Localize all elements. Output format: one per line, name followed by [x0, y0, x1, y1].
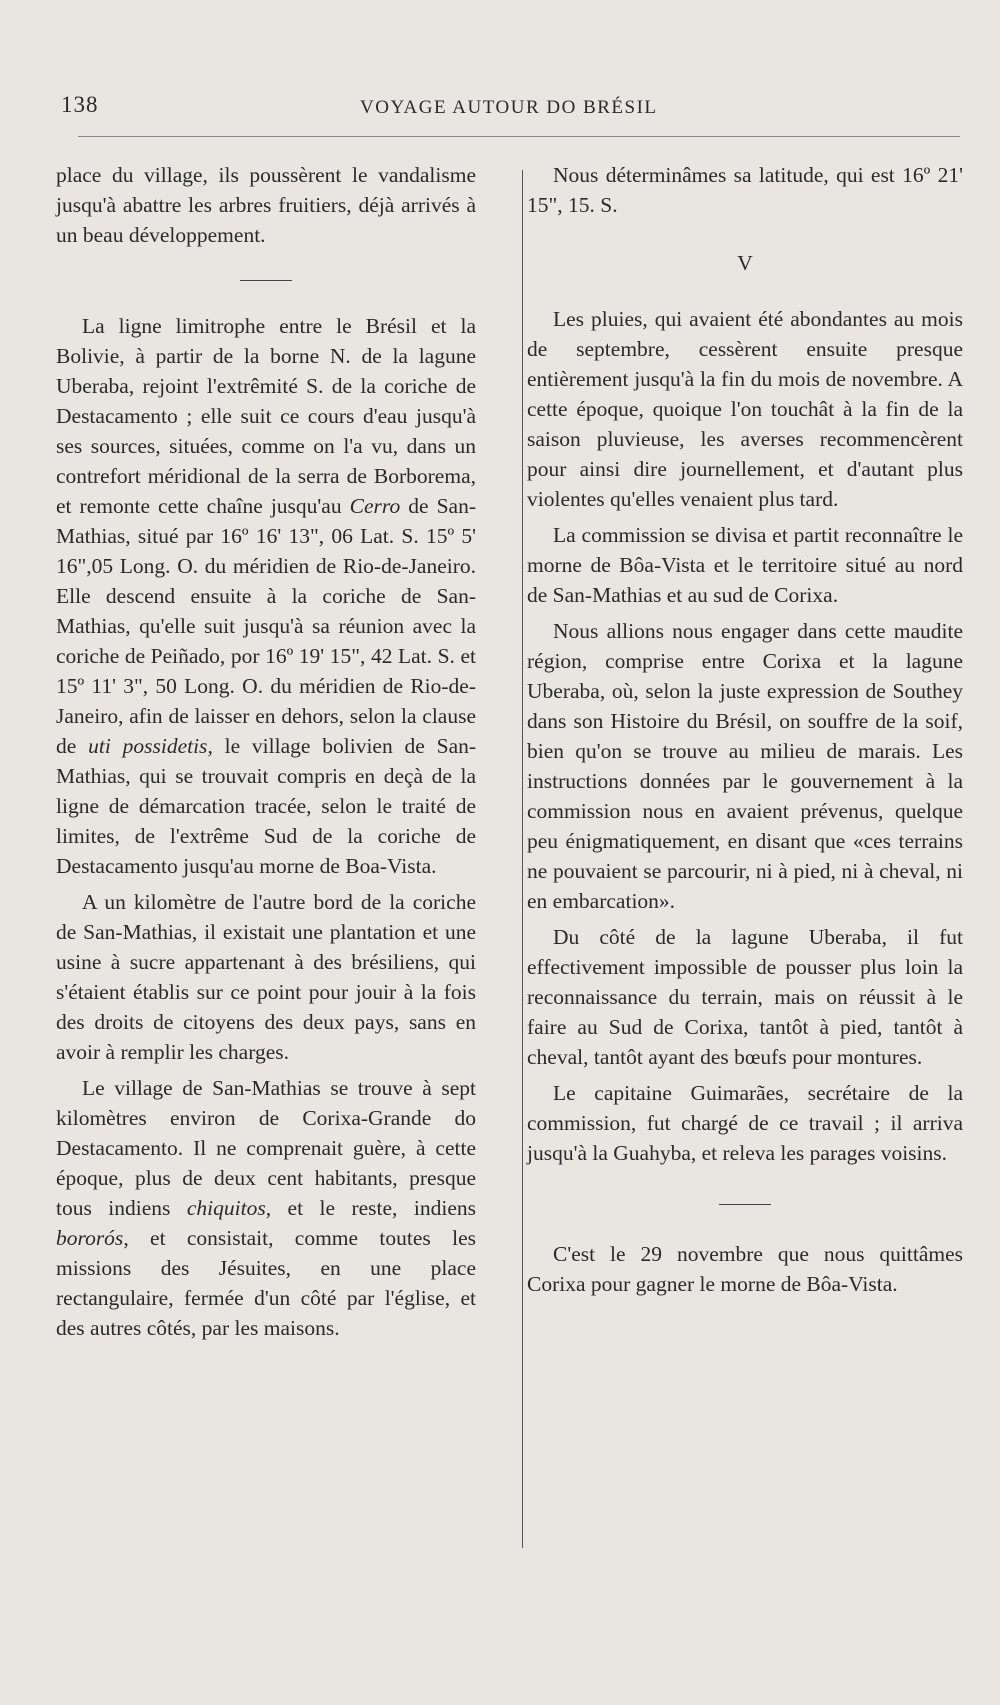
paragraph: Nous déterminâmes sa latitude, qui est 16º 21' 15", 15. S.: [527, 163, 963, 217]
paragraph: place du village, ils poussèrent le vandalisme jusqu'à abattre les arbres fruitiers, déjà arrivés à un beau développement.: [56, 163, 476, 247]
paragraph: Du côté de la lagune Uberaba, il fut effectivement impossible de pousser plus loin la reconnaissance du terrain, mais on réussit à le faire au Sud de Corixa, tantôt à pied, tantôt à cheval, tantôt ayant des bœufs pour montures.: [527, 925, 963, 1069]
left-column: [56, 160, 476, 1343]
column-divider: [522, 170, 523, 1548]
text-run: , le village bolivien de San-Mathias, qui se trouvait compris en deçà de la ligne de démarcation tracée, selon le traité de limites, de l'extrême Sud de la coriche de Destacamento jusqu'au morne de Boa-Vista.: [56, 734, 477, 878]
text-run: de San-Mathias, situé par 16º 16' 13", 06 Lat. S. 15º 5' 16",05 Long. O. du méridien de Rio-de-Janeiro. Elle descend ensuite à la coriche de San-Mathias, qu'elle suit jusqu'à sa réunion avec la coriche de Peiñado, por 16º 19' 15", 42 Lat. S. et 15º 11' 3", 50 Long. O. du méridien de Rio-de-Janeiro, afin de laisser en dehors, selon la clause de: [56, 494, 476, 758]
text-run: , et le reste, indiens: [265, 1196, 476, 1220]
paragraph: Le capitaine Guimarães, secrétaire de la commission, fut chargé de ce travail ; il arriva jusqu'à la Guahyba, et releva les parages voisins.: [527, 1081, 963, 1165]
text-run: Le village de San-Mathias se trouve à sept kilomètres environ de Corixa-Grande do Destacamento. Il ne comprenait guère, à cette époque, plus de deux cent habitants, presque tous indiens: [56, 1076, 476, 1220]
section-rule: [240, 280, 292, 281]
section-heading: V: [737, 251, 753, 275]
italic-text: chiquitos: [186, 1196, 266, 1220]
paragraph: [56, 311, 476, 881]
paragraph: La commission se divisa et partit reconnaître le morne de Bôa-Vista et le territoire situé au nord de San-Mathias et au sud de Corixa.: [527, 523, 963, 607]
right-column: [527, 160, 963, 1299]
paragraph: [56, 1073, 476, 1343]
italic-text: Cerro: [349, 494, 401, 518]
paragraph: A un kilomètre de l'autre bord de la coriche de San-Mathias, il existait une plantation et une usine à sucre appartenant à des brésiliens, qui s'étaient établis sur ce point pour jouir à la fois des droits de citoyens des deux pays, sans en avoir à remplir les charges.: [56, 890, 476, 1064]
paragraph: Nous allions nous engager dans cette maudite région, comprise entre Corixa et la lagune Uberaba, où, selon la juste expression de Southey dans son Histoire du Brésil, on souffre de la soif, bien qu'on se trouve au milieu de marais. Les instructions données par le gouvernement à la commission nous en avaient prévenus, quelque peu énigmatiquement, en disant que «ces terrains ne pouvaient se parcourir, ni à pied, ni à cheval, ni en embarcation».: [527, 619, 963, 913]
header-rule: [78, 136, 960, 137]
paragraph: Les pluies, qui avaient été abondantes au mois de septembre, cessèrent ensuite presque entièrement jusqu'à la fin du mois de novembre. A cette époque, quoique l'on touchât à la fin de la saison pluvieuse, les averses recommencèrent pour ainsi dire journellement, et d'autant plus violentes qu'elles venaient plus tard.: [527, 307, 963, 511]
running-title: VOYAGE AUTOUR DO BRÉSIL: [360, 97, 658, 118]
text-run: , et consistait, comme toutes les missions des Jésuites, en une place rectangulaire, fermée d'un côté par l'église, et des autres côtés, par les maisons.: [56, 1226, 476, 1340]
paragraph: C'est le 29 novembre que nous quittâmes Corixa pour gagner le morne de Bôa-Vista.: [527, 1242, 963, 1296]
section-rule: [719, 1204, 771, 1205]
page-number: 138: [61, 92, 99, 117]
text-run: La ligne limitrophe entre le Brésil et la Bolivie, à partir de la borne N. de la lagune Uberaba, rejoint l'extrêmité S. de la coriche de Destacamento ; elle suit ce cours d'eau jusqu'à ses sources, situées, comme on l'a vu, dans un contrefort méridional de la serra de Borborema, et remonte cette chaîne jusqu'au: [56, 314, 476, 518]
italic-text: bororós: [56, 1226, 124, 1250]
italic-text: uti possidetis: [88, 734, 208, 758]
